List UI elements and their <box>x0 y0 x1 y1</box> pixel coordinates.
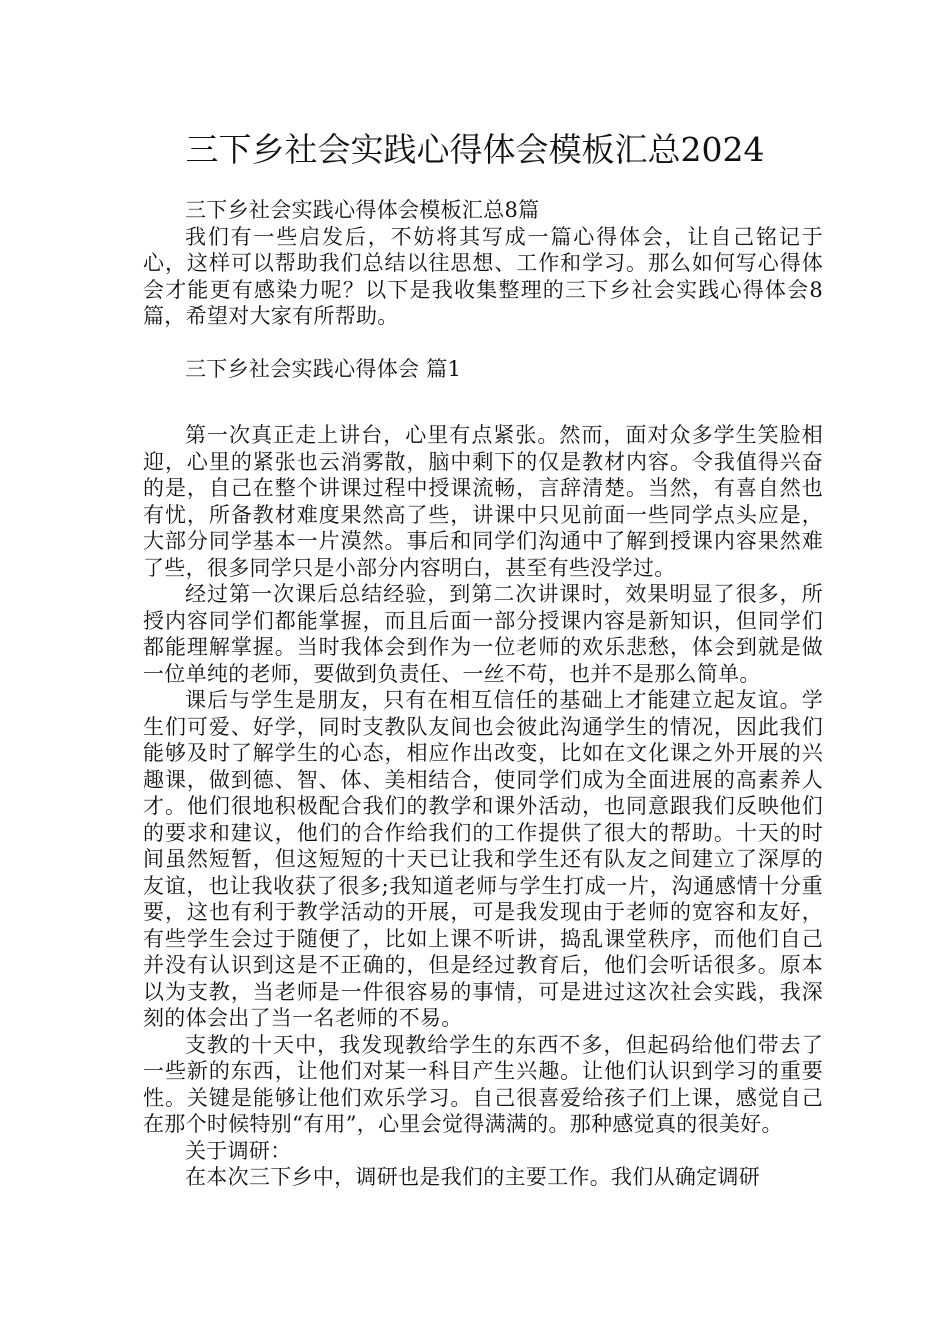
body-paragraph: 经过第一次课后总结经验，到第二次讲课时，效果明显了很多，所授内容同学们都能掌握，而且后面一部分授课内容是新知识，但同学们都能理解掌握。当时我体会到作为一位老师的欢乐悲愁，体会到就是做一位单纯的老师，要做到负责任、一丝不苟，也并不是那么简单。 <box>143 582 823 686</box>
section-heading: 三下乡社会实践心得体会 篇1 <box>185 356 462 381</box>
body-paragraph: 课后与学生是朋友，只有在相互信任的基础上才能建立起友谊。学生们可爱、好学，同时支教队友间也会彼此沟通学生的情况，因此我们能够及时了解学生的心态，相应作出改变，比如在文化课之外开展的兴趣课，做到德、智、体、美相结合，使同学们成为全面进展的高素养人才。他们很地积极配合我们的教学和课外活动，也同意跟我们反映他们的要求和建议，他们的合作给我们的工作提供了很大的帮助。十天的时间虽然短暂，但这短短的十天已让我和学生还有队友之间建立了深厚的友谊，也让我收获了很多;我知道老师与学生打成一片，沟通感情十分重要，这也有利于教学活动的开展，可是我发现由于老师的宽容和友好，有些学生会过于随便了，比如上课不听讲，捣乱课堂秩序，而他们自己并没有认识到这是不正确的，但是经过教育后，他们会听话很多。原本以为支教，当老师是一件很容易的事情，可是进过这次社会实践，我深刻的体会出了当一名老师的不易。 <box>143 688 823 1030</box>
subsection-label: 关于调研： <box>185 1138 292 1163</box>
body-paragraph: 支教的十天中，我发现教给学生的东西不多，但起码给他们带去了一些新的东西，让他们对某一科目产生兴趣。让他们认识到学习的重要性。关键是能够让他们欢乐学习。自己很喜爱给孩子们上课，感觉自己在那个时候特别“有用”，心里会觉得满满的。那种感觉真的很美好。 <box>143 1032 823 1136</box>
body-paragraph: 在本次三下乡中，调研也是我们的主要工作。我们从确定调研 <box>185 1165 761 1189</box>
intro-paragraph: 我们有一些启发后，不妨将其写成一篇心得体会，让自己铭记于心，这样可以帮助我们总结以往思想、工作和学习。那么如何写心得体会才能更有感染力呢？以下是我收集整理的三下乡社会实践心得体会8篇，希望对大家有所帮助。 <box>143 224 823 328</box>
document-body <box>143 197 823 1191</box>
document-title: 三下乡社会实践心得体会模板汇总2024 <box>185 130 765 169</box>
body-paragraph: 第一次真正走上讲台，心里有点紧张。然而，面对众多学生笑脸相迎，心里的紧张也云消雾散，脑中剩下的仅是教材内容。令我值得兴奋的是，自己在整个讲课过程中授课流畅，言辞清楚。当然，有喜自然也有忧，所备教材难度果然高了些，讲课中只见前面一些同学点头应是，大部分同学基本一片漠然。事后和同学们沟通中了解到授课内容果然难了些，很多同学只是小部分内容明白，甚至有些没学过。 <box>143 423 823 580</box>
document-subtitle: 三下乡社会实践心得体会模板汇总8篇 <box>185 198 540 222</box>
